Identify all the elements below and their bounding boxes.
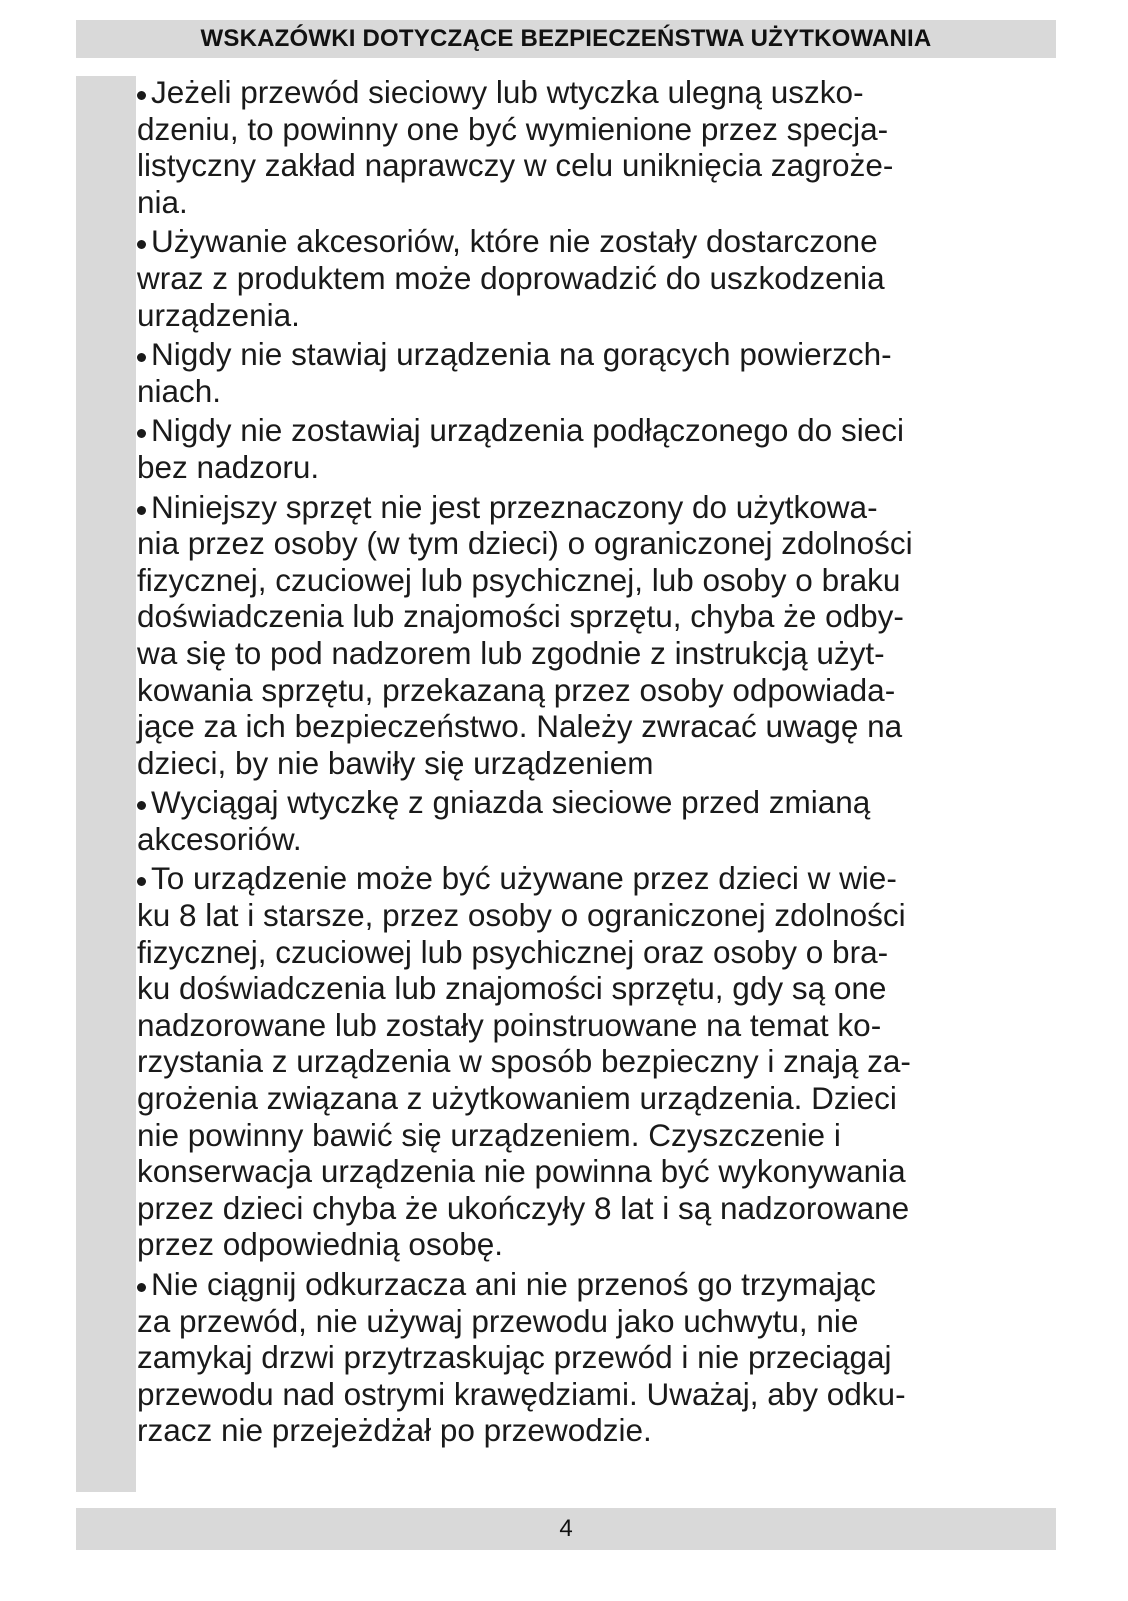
list-item-line: [137, 74, 1052, 111]
list-item-text: doświadczenia lub znajomości sprzętu, chyba że odby-: [137, 598, 904, 635]
list-item-text: kowania sprzętu, przekazaną przez osoby odpowiada-: [137, 671, 896, 708]
list-item-text: bez nadzoru.: [137, 448, 320, 485]
list-item-text: Nie ciągnij odkurzacza ani nie przenoś go trzymając: [151, 1266, 876, 1302]
safety-instructions-list: [137, 74, 1052, 1452]
list-item-text: konserwacja urządzenia nie powinna być wykonywania: [137, 1153, 906, 1190]
list-item: [137, 860, 1052, 1263]
list-item-line: [137, 970, 1052, 1007]
bullet-icon: [137, 877, 146, 886]
list-item-text: Nigdy nie stawiaj urządzenia na gorących powierzch-: [151, 336, 892, 373]
list-item-line: [137, 373, 1052, 410]
list-item-line: [137, 1043, 1052, 1080]
list-item-text: przewodu nad ostrymi krawędziami. Uważaj, aby odku-: [137, 1375, 906, 1412]
list-item-line: [137, 1339, 1052, 1376]
list-item-line: [137, 297, 1052, 334]
list-item: [137, 489, 1052, 782]
list-item-line: [137, 525, 1052, 562]
list-item-text: listyczny zakład naprawczy w celu uniknięcia zagroże-: [137, 147, 894, 184]
list-item: [137, 223, 1052, 333]
list-item-line: [137, 897, 1052, 934]
list-item-text: zamykaj drzwi przytrzaskując przewód i nie przeciągaj: [137, 1339, 892, 1376]
bullet-icon: [137, 801, 146, 810]
list-item-text: rzystania z urządzenia w sposób bezpieczny i znają za-: [137, 1043, 911, 1080]
list-item-text: akcesoriów.: [137, 820, 302, 857]
list-item-text: fizycznej, czuciowej lub psychicznej oraz osoby o bra-: [137, 933, 889, 970]
list-item-line: [137, 1153, 1052, 1190]
bullet-icon: [137, 353, 146, 362]
list-item-line: [137, 1266, 1052, 1303]
list-item-text: Używanie akcesoriów, które nie zostały dostarczone: [151, 223, 878, 260]
list-item-line: [137, 708, 1052, 745]
list-item-text: ku 8 lat i starsze, przez osoby o ograniczonej zdolności: [137, 897, 906, 934]
list-item-text: niach.: [137, 372, 222, 409]
list-item-text: przez odpowiednią osobę.: [137, 1226, 504, 1263]
list-item-text: Wyciągaj wtyczkę z gniazda sieciowe przed zmianą: [151, 784, 871, 821]
list-item-text: przez dzieci chyba że ukończyły 8 lat i są nadzorowane: [137, 1189, 910, 1226]
list-item-text: Niniejszy sprzęt nie jest przeznaczony do użytkowa-: [151, 488, 878, 525]
list-item-text: grożenia związana z użytkowaniem urządzenia. Dzieci: [137, 1080, 897, 1117]
list-item-line: [137, 1412, 1052, 1449]
list-item-text: nia przez osoby (w tym dzieci) o ograniczonej zdolności: [137, 525, 913, 562]
list-item-text: nie powinny bawić się urządzeniem. Czyszczenie i: [137, 1116, 841, 1153]
list-item-line: [137, 1007, 1052, 1044]
list-item-line: [137, 489, 1052, 526]
section-header-bar: [76, 20, 1056, 58]
list-item-line: [137, 412, 1052, 449]
page-footer-bar: [76, 1508, 1056, 1550]
list-item-line: [137, 635, 1052, 672]
list-item: [137, 74, 1052, 220]
list-item-text: wraz z produktem może doprowadzić do uszkodzenia: [137, 259, 885, 296]
bullet-icon: [137, 240, 146, 249]
list-item-line: [137, 1080, 1052, 1117]
list-item-line: [137, 821, 1052, 858]
list-item-line: [137, 223, 1052, 260]
list-item-line: [137, 147, 1052, 184]
list-item-text: dzieci, by nie bawiły się urządzeniem: [137, 744, 654, 781]
side-margin-bar: [76, 76, 136, 1492]
list-item-line: [137, 934, 1052, 971]
list-item: [137, 336, 1052, 409]
bullet-icon: [137, 1283, 146, 1292]
list-item-line: [137, 745, 1052, 782]
list-item-text: za przewód, nie używaj przewodu jako uchwytu, nie: [137, 1302, 859, 1339]
list-item-line: [137, 562, 1052, 599]
bullet-icon: [137, 506, 146, 515]
list-item-text: fizycznej, czuciowej lub psychicznej, lub osoby o braku: [137, 561, 901, 598]
page-number: 4: [559, 1515, 573, 1542]
list-item-text: dzeniu, to powinny one być wymienione przez specja-: [137, 110, 889, 147]
list-item-text: wa się to pod nadzorem lub zgodnie z instrukcją użyt-: [137, 634, 885, 671]
list-item-line: [137, 672, 1052, 709]
list-item-text: Nigdy nie zostawiaj urządzenia podłączonego do sieci: [151, 412, 904, 449]
list-item-line: [137, 784, 1052, 821]
list-item-text: Jeżeli przewód sieciowy lub wtyczka ulegną uszko-: [151, 74, 864, 110]
list-item-text: jące za ich bezpieczeństwo. Należy zwracać uwagę na: [137, 708, 903, 745]
list-item-line: [137, 598, 1052, 635]
list-item-line: [137, 111, 1052, 148]
bullet-icon: [137, 91, 146, 100]
list-item-text: rzacz nie przejeżdżał po przewodzie.: [137, 1412, 652, 1449]
list-item-line: [137, 1117, 1052, 1154]
list-item-line: [137, 1226, 1052, 1263]
list-item-text: ku doświadczenia lub znajomości sprzętu, gdy są one: [137, 970, 887, 1007]
list-item-text: nia.: [137, 183, 188, 220]
list-item-line: [137, 1303, 1052, 1340]
list-item: [137, 1266, 1052, 1449]
list-item-line: [137, 449, 1052, 486]
list-item-line: [137, 336, 1052, 373]
list-item-line: [137, 860, 1052, 897]
list-item-line: [137, 1190, 1052, 1227]
bullet-icon: [137, 429, 146, 438]
list-item-text: urządzenia.: [137, 296, 300, 333]
list-item-line: [137, 260, 1052, 297]
list-item-text: To urządzenie może być używane przez dzieci w wie-: [151, 860, 897, 897]
list-item-line: [137, 184, 1052, 221]
list-item: [137, 412, 1052, 485]
list-item-text: nadzorowane lub zostały poinstruowane na temat ko-: [137, 1006, 882, 1043]
section-title: WSKAZÓWKI DOTYCZĄCE BEZPIECZEŃSTWA UŻYTKOWANIA: [200, 25, 932, 52]
list-item: [137, 784, 1052, 857]
list-item-line: [137, 1376, 1052, 1413]
